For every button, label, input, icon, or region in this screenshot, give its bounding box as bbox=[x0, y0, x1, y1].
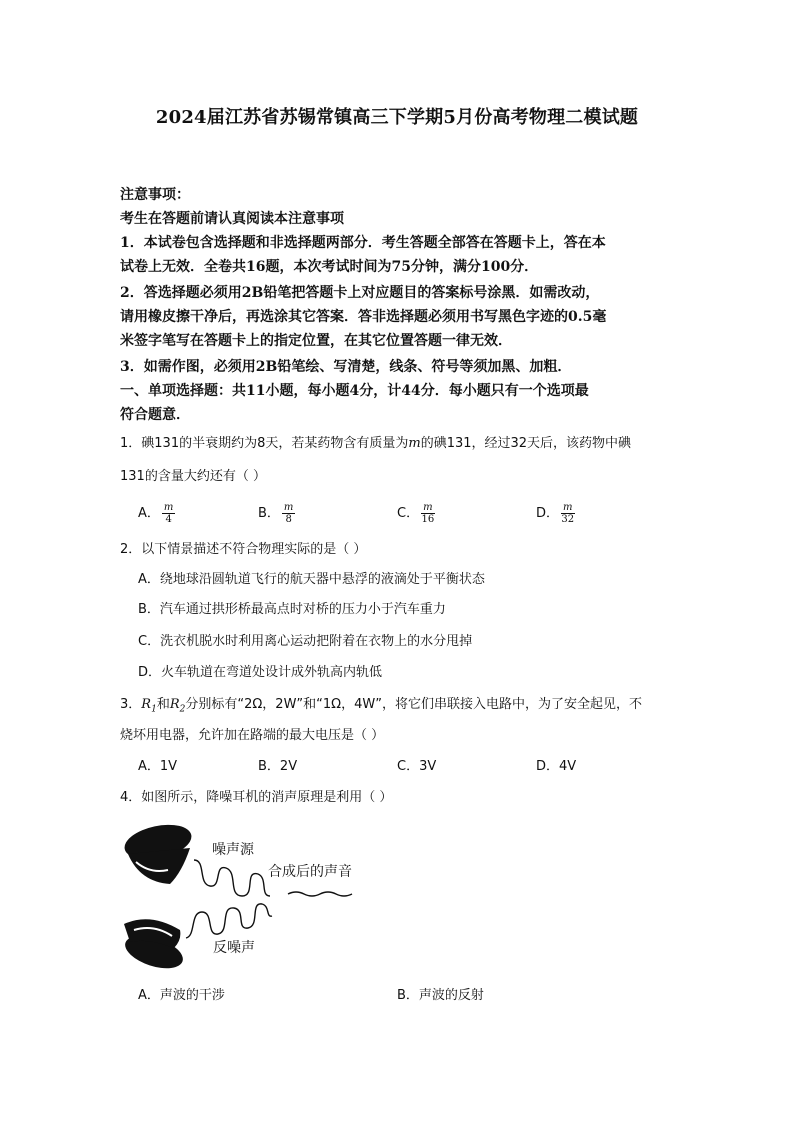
q2-option-c[interactable]: C．洗衣机脱水时利用离心运动把附着在衣物上的水分甩掉 bbox=[138, 634, 473, 649]
fraction: $\frac{m}{8}$ bbox=[283, 502, 294, 525]
notice-item-1a: 1．本试卷包含选择题和非选择题两部分．考生答题全部答在答题卡上，答在本 bbox=[120, 235, 606, 251]
q1-option-c[interactable]: C． $\frac{m}{16}$ bbox=[397, 502, 435, 525]
q3-option-b[interactable]: B．2V bbox=[258, 759, 298, 774]
q3-stem-line2: 烧坏用电器，允许加在路端的最大电压是（ ） bbox=[120, 728, 385, 743]
notice-item-3: 3．如需作图，必须用2B铅笔绘、写清楚，线条、符号等须加黑、加粗． bbox=[120, 359, 572, 375]
q2-option-b[interactable]: B．汽车通过拱形桥最高点时对桥的压力小于汽车重力 bbox=[138, 602, 446, 617]
notice-item-2a: 2．答选择题必须用2B铅笔把答题卡上对应题目的答案标号涂黑．如需改动， bbox=[120, 285, 600, 301]
q3-option-c[interactable]: C．3V bbox=[397, 759, 437, 774]
q4-option-b[interactable]: B．声波的反射 bbox=[397, 988, 484, 1003]
page-title: 2024届江苏省苏锡常镇高三下学期5月份高考物理二模试题 bbox=[155, 107, 639, 128]
q1-option-b[interactable]: B． $\frac{m}{8}$ bbox=[258, 502, 294, 525]
notice-item-1b: 试卷上无效．全卷共16题，本次考试时间为75分钟，满分100分． bbox=[120, 259, 539, 275]
fraction: $\frac{m}{4}$ bbox=[163, 502, 174, 525]
anti-noise-wave bbox=[186, 904, 272, 938]
figure-drawing bbox=[110, 812, 400, 972]
q3-stem-line1: 3．$R_1$和$R_2$分别标有“2Ω，2W”和“1Ω，4W”，将它们串联接入电路中，为了安全起见，不 bbox=[120, 697, 642, 715]
section-heading: 一、单项选择题：共11小题，每小题4分，计44分．每小题只有一个选项最 bbox=[120, 383, 589, 399]
q4-stem: 4．如图所示，降噪耳机的消声原理是利用（ ） bbox=[120, 790, 393, 805]
q2-option-d[interactable]: D．火车轨道在弯道处设计成外轨高内轨低 bbox=[138, 665, 383, 680]
notice-line: 考生在答题前请认真阅读本注意事项 bbox=[120, 211, 344, 227]
anti-noise-label: 反噪声 bbox=[213, 940, 255, 956]
q2-stem: 2．以下情景描述不符合物理实际的是（ ） bbox=[120, 542, 367, 557]
combined-sound-label: 合成后的声音 bbox=[268, 864, 352, 880]
fraction: $\frac{m}{16}$ bbox=[421, 502, 435, 525]
section-heading-cont: 符合题意． bbox=[120, 407, 190, 423]
q1-stem-line1: 1．碘131的半衰期约为8天，若某药物含有质量为m的碘131，经过32天后，该药物中碘 bbox=[120, 436, 632, 451]
noise-wave bbox=[194, 860, 270, 896]
notice-item-2b: 请用橡皮擦干净后，再选涂其它答案．答非选择题必须用书写黑色字迹的0.5毫 bbox=[120, 309, 607, 325]
noise-cancel-figure bbox=[110, 812, 400, 972]
q1-stem-line2: 131的含量大约还有（ ） bbox=[120, 469, 266, 484]
notice-heading: 注意事项： bbox=[120, 187, 190, 203]
combined-wave bbox=[288, 892, 352, 896]
noise-source-label: 噪声源 bbox=[212, 842, 254, 858]
speaker-bottom-icon bbox=[121, 919, 187, 972]
q1-option-d[interactable]: D． $\frac{m}{32}$ bbox=[536, 502, 575, 525]
q4-option-a[interactable]: A．声波的干涉 bbox=[138, 988, 225, 1003]
speaker-top-icon bbox=[121, 819, 194, 884]
q3-option-d[interactable]: D．4V bbox=[536, 759, 577, 774]
q1-option-a[interactable]: A． $\frac{m}{4}$ bbox=[138, 502, 174, 525]
q3-option-a[interactable]: A．1V bbox=[138, 759, 178, 774]
q2-option-a[interactable]: A．绕地球沿圆轨道飞行的航天器中悬浮的液滴处于平衡状态 bbox=[138, 572, 485, 587]
notice-item-2c: 米签字笔写在答题卡上的指定位置，在其它位置答题一律无效． bbox=[120, 333, 512, 349]
fraction: $\frac{m}{32}$ bbox=[561, 502, 575, 525]
